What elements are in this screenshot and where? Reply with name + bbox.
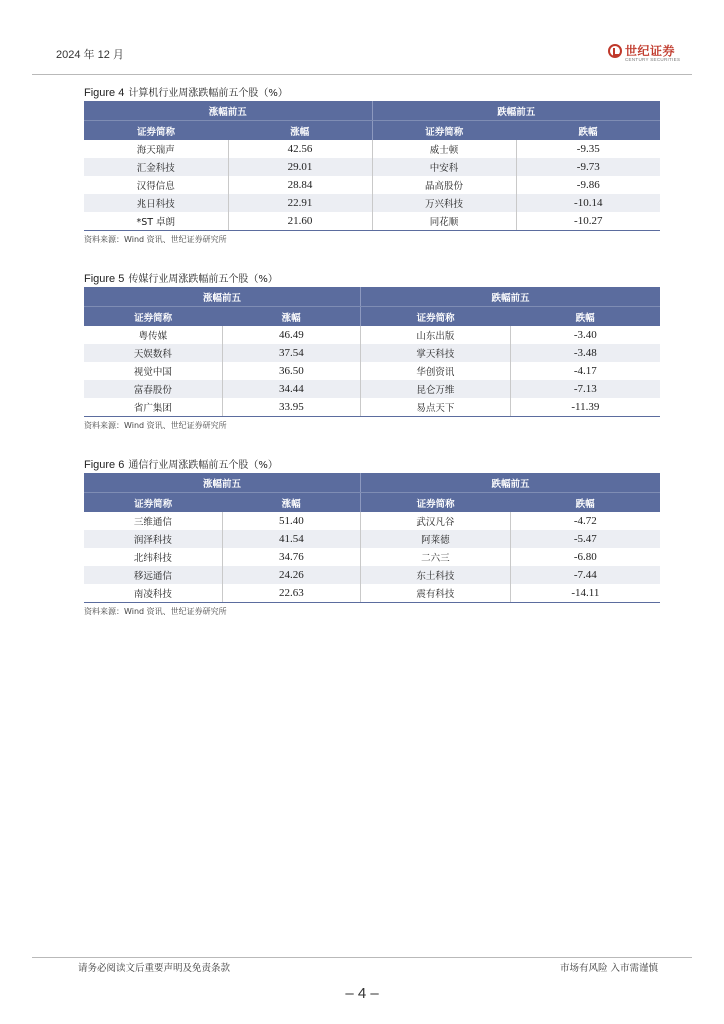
table-row xyxy=(84,158,660,176)
stock-name: 汇金科技 xyxy=(84,158,228,176)
change-value: 41.54 xyxy=(222,530,360,548)
change-value: 24.26 xyxy=(222,566,360,584)
stock-name: 移远通信 xyxy=(84,566,222,584)
header-divider xyxy=(32,74,692,75)
figure-title xyxy=(84,272,660,286)
stock-name: 武汉凡谷 xyxy=(360,512,510,530)
stock-name: 万兴科技 xyxy=(372,194,516,212)
change-value: -14.11 xyxy=(510,584,660,603)
table-row xyxy=(84,212,660,231)
table-row xyxy=(84,512,660,530)
change-value: -7.44 xyxy=(510,566,660,584)
brand-mark-icon xyxy=(608,44,622,58)
col-header-name: 证券简称 xyxy=(84,121,228,141)
table-row xyxy=(84,344,660,362)
col-header-name: 证券简称 xyxy=(372,121,516,141)
group-header-down: 跌幅前五 xyxy=(372,101,660,121)
group-header-down: 跌幅前五 xyxy=(360,473,660,493)
footer-divider xyxy=(32,957,692,958)
change-value: 34.76 xyxy=(222,548,360,566)
stock-name: 三维通信 xyxy=(84,512,222,530)
stock-name: *ST 卓朗 xyxy=(84,212,228,231)
stock-name: 视觉中国 xyxy=(84,362,222,380)
group-header-up: 涨幅前五 xyxy=(84,473,360,493)
col-header-name: 证券简称 xyxy=(360,307,510,327)
stock-name: 富春股份 xyxy=(84,380,222,398)
table-row xyxy=(84,584,660,603)
table-row xyxy=(84,326,660,344)
change-value: -7.13 xyxy=(510,380,660,398)
col-header-down: 跌幅 xyxy=(516,121,660,141)
change-value: 51.40 xyxy=(222,512,360,530)
table-row xyxy=(84,566,660,584)
stock-name: 粤传媒 xyxy=(84,326,222,344)
change-value: 46.49 xyxy=(222,326,360,344)
group-header-up: 涨幅前五 xyxy=(84,101,372,121)
change-value: -4.72 xyxy=(510,512,660,530)
col-header-down: 跌幅 xyxy=(510,493,660,513)
change-value: -5.47 xyxy=(510,530,660,548)
figure-table xyxy=(84,101,660,231)
risk-warning: 市场有风险 入市需谨慎 xyxy=(559,963,658,974)
col-header-name: 证券简称 xyxy=(360,493,510,513)
change-value: 37.54 xyxy=(222,344,360,362)
change-value: -11.39 xyxy=(510,398,660,417)
change-value: 33.95 xyxy=(222,398,360,417)
stock-name: 晶高股份 xyxy=(372,176,516,194)
stock-name: 海天瑞声 xyxy=(84,140,228,158)
change-value: -4.17 xyxy=(510,362,660,380)
stock-name: 掌天科技 xyxy=(360,344,510,362)
change-value: 28.84 xyxy=(228,176,372,194)
stock-name: 中安科 xyxy=(372,158,516,176)
change-value: 22.91 xyxy=(228,194,372,212)
change-value: -10.14 xyxy=(516,194,660,212)
stock-name: 兆日科技 xyxy=(84,194,228,212)
change-value: -9.35 xyxy=(516,140,660,158)
figure-label: Figure 6 xyxy=(84,459,125,471)
figure-source: 资料来源：Wind 资讯、世纪证券研究所 xyxy=(84,607,227,616)
change-value: 36.50 xyxy=(222,362,360,380)
stock-name: 南凌科技 xyxy=(84,584,222,603)
brand-logo xyxy=(608,42,688,66)
disclaimer-note: 请务必阅读文后重要声明及免责条款 xyxy=(78,963,231,974)
change-value: 34.44 xyxy=(222,380,360,398)
figure-caption: 传媒行业周涨跌幅前五个股（%） xyxy=(128,274,278,285)
change-value: -3.48 xyxy=(510,344,660,362)
figure-table xyxy=(84,473,660,603)
table-row xyxy=(84,398,660,417)
report-date: 2024 年 12 月 xyxy=(56,49,124,61)
change-value: -6.80 xyxy=(510,548,660,566)
change-value: 21.60 xyxy=(228,212,372,231)
col-header-up: 涨幅 xyxy=(228,121,372,141)
stock-name: 汉得信息 xyxy=(84,176,228,194)
change-value: -9.73 xyxy=(516,158,660,176)
figure-title xyxy=(84,458,660,472)
stock-name: 润泽科技 xyxy=(84,530,222,548)
stock-name: 阿莱德 xyxy=(360,530,510,548)
change-value: 29.01 xyxy=(228,158,372,176)
change-value: -10.27 xyxy=(516,212,660,231)
change-value: 22.63 xyxy=(222,584,360,603)
stock-name: 东土科技 xyxy=(360,566,510,584)
figure-label: Figure 4 xyxy=(84,87,125,99)
table-row xyxy=(84,548,660,566)
group-header-up: 涨幅前五 xyxy=(84,287,360,307)
table-row xyxy=(84,176,660,194)
group-header-down: 跌幅前五 xyxy=(360,287,660,307)
col-header-name: 证券简称 xyxy=(84,307,222,327)
col-header-up: 涨幅 xyxy=(222,493,360,513)
change-value: -9.86 xyxy=(516,176,660,194)
figure-6 xyxy=(84,458,660,617)
page-number: – 4 – xyxy=(345,985,379,1002)
figure-source: 资料来源：Wind 资讯、世纪证券研究所 xyxy=(84,235,227,244)
figure-label: Figure 5 xyxy=(84,273,125,285)
figure-table xyxy=(84,287,660,417)
brand-name-en: CENTURY SECURITIES xyxy=(625,57,681,62)
figure-5 xyxy=(84,272,660,431)
stock-name: 天娱数科 xyxy=(84,344,222,362)
stock-name: 省广集团 xyxy=(84,398,222,417)
table-row xyxy=(84,380,660,398)
stock-name: 威士顿 xyxy=(372,140,516,158)
figure-caption: 计算机行业周涨跌幅前五个股（%） xyxy=(128,88,288,99)
stock-name: 华创资讯 xyxy=(360,362,510,380)
stock-name: 震有科技 xyxy=(360,584,510,603)
stock-name: 二六三 xyxy=(360,548,510,566)
stock-name: 昆仑万维 xyxy=(360,380,510,398)
figure-caption: 通信行业周涨跌幅前五个股（%） xyxy=(128,460,278,471)
figure-source: 资料来源：Wind 资讯、世纪证券研究所 xyxy=(84,421,227,430)
col-header-name: 证券简称 xyxy=(84,493,222,513)
stock-name: 同花顺 xyxy=(372,212,516,231)
col-header-down: 跌幅 xyxy=(510,307,660,327)
figure-title xyxy=(84,86,660,100)
col-header-up: 涨幅 xyxy=(222,307,360,327)
figure-4 xyxy=(84,86,660,245)
brand-name-cn: 世纪证券 xyxy=(625,44,676,58)
change-value: 42.56 xyxy=(228,140,372,158)
stock-name: 易点天下 xyxy=(360,398,510,417)
stock-name: 北纬科技 xyxy=(84,548,222,566)
table-row xyxy=(84,194,660,212)
change-value: -3.40 xyxy=(510,326,660,344)
stock-name: 山东出版 xyxy=(360,326,510,344)
table-row xyxy=(84,530,660,548)
table-row xyxy=(84,362,660,380)
table-row xyxy=(84,140,660,158)
